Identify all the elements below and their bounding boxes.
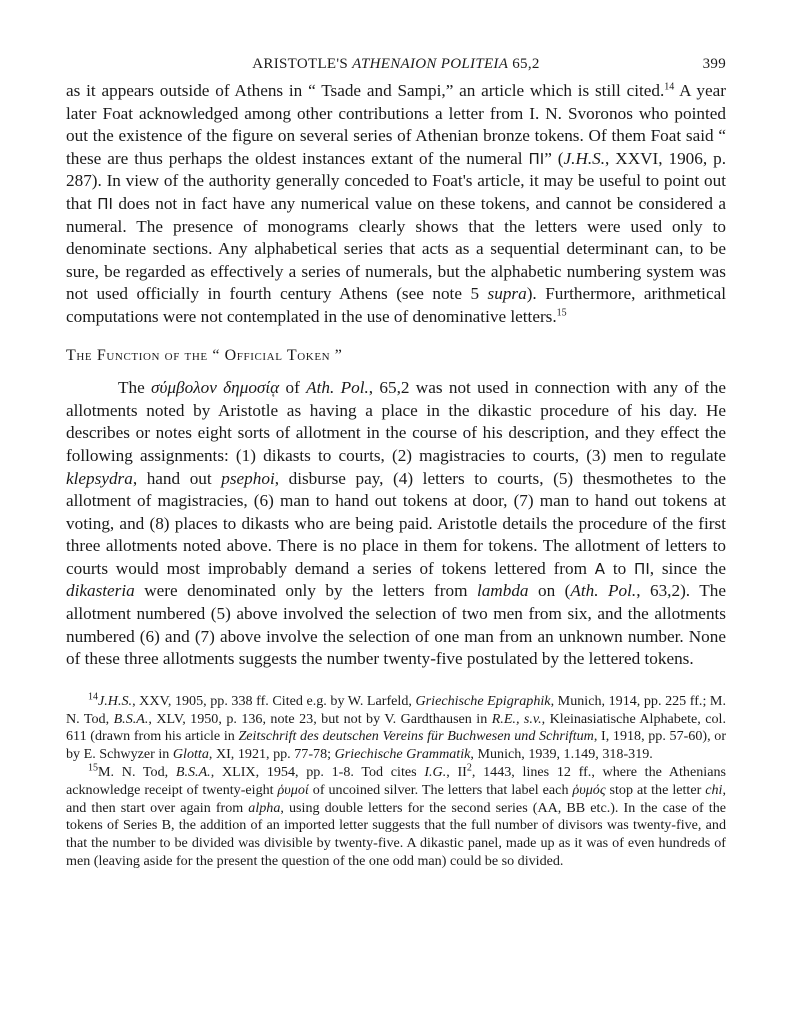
numeral-sign: ΠΙ [97,194,113,213]
numeral-sign: ΠΙ [528,149,545,168]
text: , using double letters for the second series (AA, BB etc.). In the case of the tokens of Series B, the addition of an imported letter suggests that the full number of divisors was twenty-five, and that the number to be divided was divisible by twenty-five. A dikastic panel, made up as it was of even hundreds of men (leaving aside for the present the question of the one odd man) could be so divided. [66,799,726,870]
superscript: 2 [466,762,472,774]
italic-term: dikasteria [66,581,135,601]
italic-term: supra [487,284,527,304]
italic-term: chi [705,781,723,798]
italic-term: alpha [248,799,281,816]
text: of [279,378,307,398]
footnote-ref-14[interactable]: 14 [664,81,675,93]
text: M. N. Tod, [98,764,176,781]
running-head [66,56,726,80]
text: , and then start over again from [66,781,726,816]
text: were denominated only by the letters from [134,581,477,601]
text: , XI, 1921, pp. 77-78; [208,746,335,763]
text: , disburse pay, (4) letters to courts, (5) thesmothetes to the allotment of magistracies, (6) man to hand out tokens at door, (7) man to hand out tokens at voting, and (8) places to dikasts who are being paid. Aristotle details the procedure of the first three allotments noted above. There is no place in them for tokens. The allotment of letters to courts would most improbably demand a series of tokens lettered from [66,468,726,578]
text: on ( [528,581,571,601]
greek-term: σύμβολον δημοσίᾳ [151,378,280,398]
citation: Ath. Pol. [570,581,637,601]
text: , since the [649,558,726,578]
greek-term: ῥυμός [572,781,606,798]
title-prefix: ARISTOTLE'S [252,56,349,72]
title-suffix: 65,2 [512,56,540,72]
heading-word: “ Official Token ” [212,346,343,364]
text: to [605,558,635,578]
text: ). Furthermore, arithmetical computations were not contemplated in the use of denominative letters. [66,284,726,326]
footnote-15 [66,764,726,871]
text: , 1443, lines 12 ff., where the Athenians acknowledge receipt of twenty-eight [66,764,726,798]
section-heading [66,345,726,368]
page [66,56,726,871]
citation: R.E., s.v. [491,710,542,727]
numeral-sign: ΠΙ [634,559,650,578]
text: , 65,2 was not used in connection with any of the allotments noted by Aristotle as having a place in the dikastic procedure of his day. He describes or notes eight sorts of allotment in the course of his description, and they effect the following assignments: (1) dikasts to courts, (2) magistracies to courts, (3) men to regulate [66,378,726,465]
footnote-14 [66,693,726,764]
footnotes [66,693,726,871]
heading-word: of the [164,346,208,364]
text: , XLIX, 1954, pp. 1-8. Tod cites [210,764,425,781]
paragraph-1 [66,80,726,329]
text: does not in fact have any numerical value on these tokens, and cannot be considered a numeral. The presence of monograms clearly shows that the letters were used only to denominate sections. Any alphabetical series that acts as a sequential determinant can, to be sure, be regarded as effectively a series of numerals, but the alphabetic numbering system was not used officially in fourth century Athens (see note 5 [66,193,726,304]
text: , XXV, 1905, pp. 338 ff. Cited e.g. by W. Larfeld, [132,692,416,709]
footnote-ref-15[interactable]: 15 [556,307,567,319]
text: , Munich, 1914, pp. 225 ff.; M. N. Tod, [66,692,726,727]
text: , Kleinasiatische Alphabete, col. 611 (drawn from his article in [66,710,726,745]
text: , hand out [132,468,222,488]
citation: B.S.A. [113,710,149,727]
citation: Zeitschrift des deutschen Vereins für Buchwesen und Schriftum [238,728,594,745]
text: as it appears outside of Athens in “ Tsade and Sampi,” an article which is still cited. [66,81,665,100]
heading-word: The [66,346,93,364]
citation: J.H.S. [563,148,606,168]
text: A year later Foat acknowledged among other contributions a letter from I. N. Svoronos who pointed out the existence of the figure on several series of Athenian bronze tokens. Of them Foat said “ these are thus perhaps the oldest instances extant of the numeral [66,81,727,168]
text: , Munich, 1939, 1.149, 318-319. [470,746,653,763]
citation: J.H.S. [98,692,133,709]
citation: I.G. [424,764,447,781]
italic-term: klepsydra [66,468,133,488]
body-text [66,80,726,671]
heading-word: Function [96,346,161,364]
text: , I, 1918, pp. 57-60), or by E. Schwyzer in [66,728,727,763]
text: , II [446,764,467,781]
paragraph-2 [66,377,726,671]
text: The [118,378,152,398]
text: of uncoined silver. The letters that label each [308,781,573,798]
italic-term: psephoi [221,468,275,488]
citation: Ath. Pol. [306,378,369,398]
greek-term: ῥυμοί [277,781,309,798]
title-italic: ATHENAION POLITEIA [352,56,509,72]
text: ” ( [544,148,564,168]
footnote-number: 15 [88,762,98,774]
citation: Glotta [172,746,209,763]
citation: Griechische Grammatik [334,746,471,763]
text: , XXVI, 1906, p. 287). In view of the authority generally conceded to Foat's article, it may be useful to point out that [66,148,727,213]
citation: Griechische Epigraphik [415,692,551,709]
page-number: 399 [702,56,726,72]
text: stop at the letter [605,781,706,798]
footnote-number: 14 [88,691,98,703]
text: , 63,2). The allotment numbered (5) above involved the selection of two men from six, and the allotments numbered (6) and (7) above involve the selection of one man from an unknown number. None of these three allotments suggests the number twenty-five postulated by the lettered tokens. [66,581,726,669]
citation: B.S.A. [175,764,211,781]
text: , XLV, 1950, p. 136, note 23, but not by V. Gardthausen in [148,710,492,727]
italic-term: lambda [476,581,529,601]
running-title [66,56,726,73]
letter-sign: Α [594,559,606,578]
